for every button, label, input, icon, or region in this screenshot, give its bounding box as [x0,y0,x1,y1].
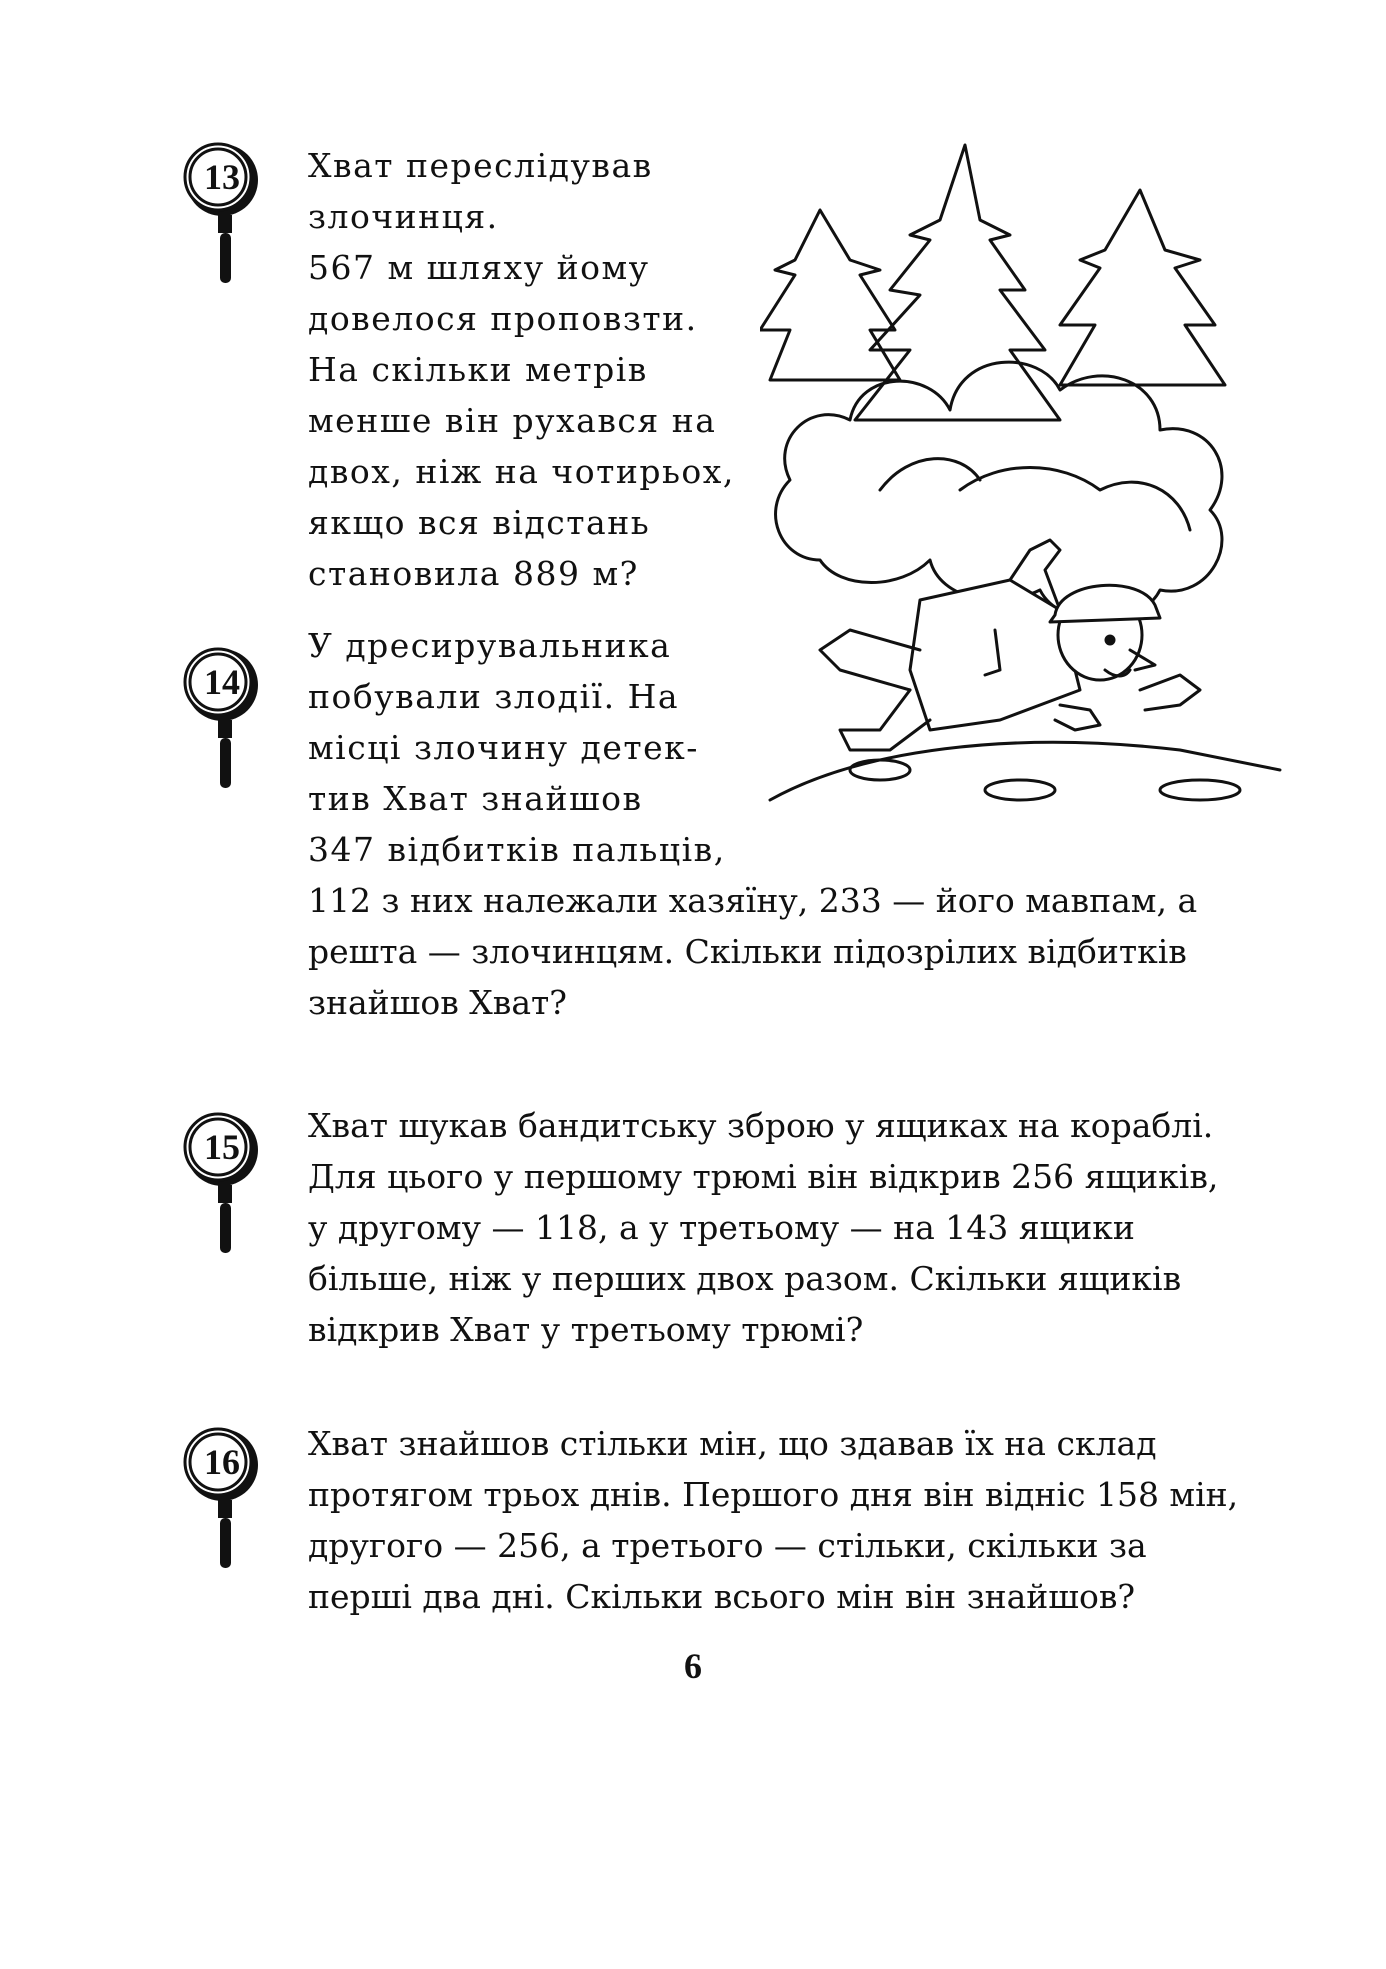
problem-text-narrow: У дресирувальника побували злодії. На місці злочину детек- тив Хват знайшов 347 відбитків пальців, [308,626,726,869]
problem-number: 15 [204,1127,240,1167]
magnifying-glass-icon [180,1425,260,1555]
magnifying-glass-icon [180,1110,260,1240]
problem-text-wide: 112 з них належали хазяїну, 233 — його мавпам, а решта — злочинцям. Скільки підозрілих відбитків знайшов Хват? [308,881,1198,1022]
problem-text: Хват шукав бандитську зброю у ящиках на кораблі. Для цього у першому трюмі він відкрив 256 ящиків, у другому — 118, а у третьому — на 143 ящики більше, ніж у перших двох разом. Скільки ящиків відкрив Хват у третьому трюмі? [308,1106,1219,1349]
magnifying-glass-icon [180,645,260,775]
problem-number: 16 [204,1442,240,1482]
magnifying-glass-icon [180,140,260,270]
problem-text: Хват переслідував злочинця. 567 м шляху йому довелося проповзти. На скільки метрів менше він рухався на двох, ніж на чотирьох, якщо вся відстань становила 889 м? [308,146,735,593]
forest-detective-crawling-illustration [760,130,1290,830]
problem-number: 14 [204,662,240,702]
page-number: 6 [684,1646,702,1686]
problem-text: Хват знайшов стільки мін, що здавав їх на склад протягом трьох днів. Першого дня він відніс 158 мін, другого — 256, а третього — стільки, скільки за перші два дні. Скільки всього мін він знайшов? [308,1424,1239,1616]
problem-number: 13 [204,157,240,197]
